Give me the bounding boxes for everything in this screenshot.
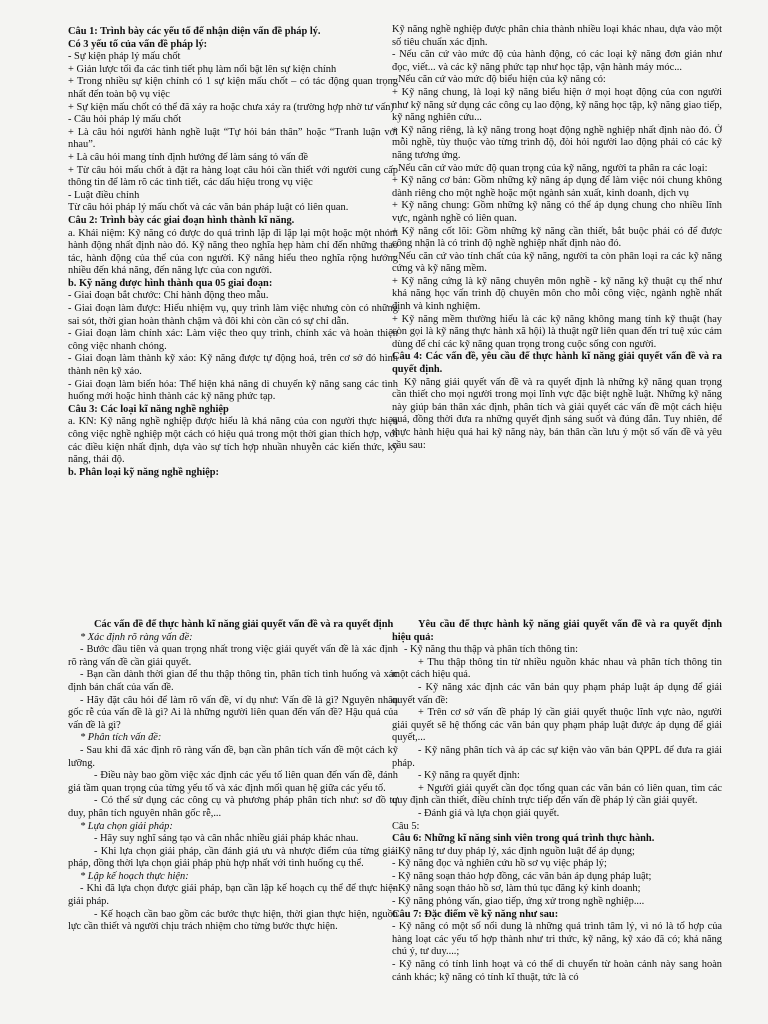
paragraph: Từ câu hỏi pháp lý mấu chốt và các văn bản pháp luật có liên quan. [68, 202, 349, 214]
paragraph: Câu 4: Các vấn đề, yêu cầu để thực hành kĩ năng giải quyết vấn đề và ra quyết định. [392, 351, 722, 376]
paragraph: - Giai đoạn bắt chước: Chỉ hành động theo mẫu. [68, 290, 269, 302]
paragraph: Câu 2: Trình bày các giai đoạn hình thành kĩ năng. [68, 214, 295, 226]
paragraph: + Kỹ năng riêng, là kỹ năng trong hoạt động nghề nghiệp nhất định nào đó. Ở mỗi nghề, tùy thuộc vào từng trình độ, đòi hỏi người lao động phải có các kỹ năng tương ứng. [392, 124, 722, 161]
paragraph: - Kỹ năng đọc và nghiên cứu hồ sơ vụ việc pháp lý; [392, 858, 607, 870]
paragraph: Câu 5: [392, 820, 420, 832]
paragraph: * Lựa chọn giải pháp: [80, 820, 173, 832]
bottom-right-column [392, 619, 722, 1024]
paragraph: - Có thể sử dụng các công cụ và phương pháp phân tích như: sơ đồ tư duy, phân tích nguyên nhân gốc rễ,... [68, 795, 398, 819]
paragraph: a. KN: Kỹ năng nghề nghiệp được hiểu là khả năng của con người thực hiện công việc nghề nghiệp một cách có hiệu quả trong một thời gian thích hợp, với các điều kiện nhất định, dựa vào sự tích hợp nhuần nhuyễn các kiến thức, kỹ năng, thái độ. [68, 416, 398, 466]
paragraph: + Là câu hỏi người hành nghề luật “Tự hỏi bản thân” hoặc “Tranh luận với nhau”. [68, 126, 398, 151]
paragraph: Kỹ năng giải quyết vấn đề và ra quyết định là những kỹ năng quan trọng cần thiết cho mọi người trong mọi lĩnh vực đặc biệt nghề luật. Những kỹ năng này giúp bản thân xác định, phân tích và giải quyết các vấn đề một cách hiệu quả, đồng thời đưa ra những quyết định sáng suốt và đúng đắn. Tuy nhiên, để thực hành hiệu quả hai kỹ năng này, bản thân cần lưu ý một số vấn đề và yêu cầu sau: [392, 376, 722, 451]
paragraph: * Phân tích vấn đề: [80, 732, 162, 744]
paragraph: a. Khái niệm: Kỹ năng có được do quá trình lặp đi lặp lại một hoặc một nhóm hành động nhất định nào đó. Kỹ năng theo nghĩa hẹp hàm chỉ đến những thao tác, hành động của thể của con người. Kỹ năng hiểu theo nghĩa rộng hướng nhiều đến khả năng, đến năng lực của con người. [68, 227, 398, 277]
paragraph: + Là câu hỏi mang tính định hướng để làm sáng tỏ vấn đề [68, 151, 309, 163]
paragraph: + Người giải quyết cần đọc tổng quan các văn bản có liên quan, tìm các quy định cần thiết, điều chỉnh trực tiếp đến vấn đề pháp lý cần giải quyết. [392, 782, 722, 807]
top-right-column [392, 24, 722, 581]
paragraph: - Kỹ năng tư duy pháp lý, xác định nguồn luật để áp dụng; [392, 845, 635, 857]
paragraph: - Giai đoạn làm chính xác: Làm việc theo quy trình, chính xác và hoàn thiện công việc nhanh chóng. [68, 328, 398, 352]
paragraph: - Kỹ năng xác định các văn bản quy phạm pháp luật áp dụng để giải quyết vấn đề: [392, 681, 722, 706]
paragraph: Câu 3: Các loại kĩ năng nghề nghiệp [68, 403, 229, 415]
paragraph: Yêu cầu để thực hành kỹ năng giải quyết vấn đề và ra quyết định hiệu quả: [392, 619, 722, 643]
paragraph: - Nếu căn cứ vào mức độ của hành động, có các loại kỹ năng đơn giản như đọc, viết... và các kỹ năng phức tạp như học tập, vận hành máy móc... [392, 49, 722, 73]
paragraph: - Kỹ năng soạn thảo hồ sơ, làm thủ tục đăng ký kinh doanh; [392, 883, 641, 895]
paragraph: - Điều này bao gồm việc xác định các yếu tố liên quan đến vấn đề, đánh giá tầm quan trọng của từng yếu tố và xác định mối quan hệ giữa các yếu tố. [68, 770, 398, 794]
paragraph: Có 3 yếu tố của vấn đề pháp lý: [68, 38, 208, 50]
paragraph: b. Kỹ năng được hình thành qua 05 giai đoạn: [68, 277, 273, 289]
paragraph: - Kỹ năng có một số nổi dung là những quá trình tâm lý, vì nó là tổ hợp của hàng loạt các yếu tố hợp thành như tri thức, kỹ năng, kỹ xảo đã có; khả năng chú ý, tư duy....; [392, 921, 722, 958]
paragraph: - Giai đoạn làm được: Hiểu nhiệm vụ, quy trình làm việc nhưng còn có những sai sót, thời gian hoàn thành chậm và đôi khi còn cần có sự chỉ dẫn. [68, 303, 398, 327]
paragraph: Câu 1: Trình bày các yếu tố để nhận diện vấn đề pháp lý. [68, 26, 321, 37]
paragraph: - Câu hỏi pháp lý mấu chốt [68, 114, 182, 126]
paragraph: - Giai đoạn làm thành kỹ xảo: Kỹ năng được tự động hoá, trên cơ sở đó hình thành nên kỹ xảo. [68, 353, 398, 378]
paragraph: - Nếu căn cứ vào tính chất của kỹ năng, người ta còn phân loại ra các kỹ năng cứng và kỹ năng mềm. [392, 250, 722, 275]
paragraph: + Kỹ năng cứng là kỹ năng chuyên môn nghề - kỹ năng kỹ thuật cụ thể như khả năng học vấn trình độ chuyên môn cho mỗi công việc, ngành nghề nhất định và kinh nghiệm. [392, 275, 722, 313]
paragraph: - Sự kiện pháp lý mấu chốt [68, 51, 181, 63]
paragraph: + Giản lược tối đa các tình tiết phụ làm nổi bật lên sự kiện chính [68, 63, 337, 75]
paragraph: - Kỹ năng soạn thảo hợp đồng, các văn bản áp dụng pháp luật; [392, 870, 652, 882]
paragraph: - Kỹ năng ra quyết định: [418, 770, 520, 782]
paragraph: + Kỹ năng cơ bản: Gồm những kỹ năng áp dụng để làm việc nói chung không dành riêng cho một nghề hoặc một ngành sản xuất, kinh doanh, dịch vụ [392, 175, 722, 199]
paragraph: - Bạn cần dành thời gian để thu thập thông tin, phân tích tình huống và xác định bản chất của vấn đề. [68, 669, 398, 693]
paragraph: - Kỹ năng thu thập và phân tích thông tin: [404, 644, 579, 656]
paragraph: + Trong nhiều sự kiện chính có 1 sự kiện mấu chốt – có tác động quan trọng nhất đến toàn bộ vụ việc [68, 76, 398, 100]
paragraph: - Khi đã lựa chọn được giải pháp, bạn cần lập kế hoạch cụ thể để thực hiện giải pháp. [68, 883, 398, 908]
paragraph: + Kỹ năng chung: Gồm những kỹ năng có thể áp dụng chung cho nhiều lĩnh vực, ngành nghề có liên quan. [392, 200, 722, 224]
paragraph: + Trên cơ sở vấn đề pháp lý cần giải quyết thuộc lĩnh vực nào, người giải quyết sẽ hệ thống các văn bản quy phạm pháp luật được áp dụng để giải quyết,... [392, 707, 722, 744]
paragraph: - Kỹ năng có tính linh hoạt và có thể di chuyển từ hoàn cảnh này sang hoàn cảnh khác; kỹ năng có tính kĩ thuật, tức là có [392, 959, 722, 983]
paragraph: - Sau khi đã xác định rõ ràng vấn đề, bạn cần phân tích vấn đề một cách kỹ lưỡng. [68, 744, 398, 769]
paragraph: - Giai đoạn làm biến hóa: Thể hiện khả năng di chuyển kỹ năng sang các tình huống mới hoặc hình thành các kỹ năng phức tạp. [68, 378, 398, 403]
paragraph: - Nếu căn cứ vào mức độ biểu hiện của kỹ năng có: [392, 74, 606, 86]
paragraph: - Bước đầu tiên và quan trọng nhất trong việc giải quyết vấn đề là xác định rõ ràng vấn đề cần giải quyết. [68, 644, 398, 668]
paragraph: Câu 7: Đặc điểm về kỹ năng như sau: [392, 908, 559, 920]
bottom-left-column [68, 619, 398, 1024]
paragraph: - Hãy đặt câu hỏi để làm rõ vấn đề, ví dụ như: Vấn đề là gì? Nguyên nhân gốc rễ của vấn đề là gì? Ai là những người liên quan đến vấn đề? Hậu quả của vấn đề là gì? [68, 694, 398, 731]
paragraph: Kỹ năng nghề nghiệp được phân chia thành nhiều loại khác nhau, dựa vào một số tiêu chuẩn xác định. [392, 24, 722, 48]
paragraph: * Lập kế hoạch thực hiện: [80, 870, 189, 882]
paragraph: - Kỹ năng phân tích và áp các sự kiện vào văn bản QPPL để đưa ra giải pháp. [392, 744, 722, 769]
paragraph: + Sự kiện mấu chốt có thể đã xảy ra hoặc chưa xảy ra (trường hợp nhờ tư vấn) [68, 101, 394, 113]
paragraph: Các vấn đề để thực hành kĩ năng giải quyết vấn đề và ra quyết định [94, 619, 394, 630]
paragraph: + Thu thập thông tin từ nhiều nguồn khác nhau và phân tích thông tin một cách hiệu quả. [392, 656, 722, 681]
paragraph: + Kỹ năng cốt lõi: Gồm những kỹ năng cần thiết, bắt buộc phải có để được công nhận là có trình độ nghề nghiệp nhất định nào đó. [392, 225, 722, 250]
paragraph: b. Phân loại kỹ năng nghề nghiệp: [68, 466, 220, 478]
paragraph: - Kỹ năng phỏng vấn, giao tiếp, ứng xử trong nghề nghiệp.... [392, 896, 645, 908]
paragraph: + Kỹ năng chung, là loại kỹ năng biểu hiện ở mọi hoạt động của con người như kỹ năng sử dụng các công cụ lao động, kỹ năng học tập, kỹ năng giao tiếp, kỹ năng nghiên cứu... [392, 86, 722, 124]
paragraph: + Kỹ năng mềm thường hiểu là các kỹ năng không mang tính kỹ thuật (hay còn gọi là kỹ năng thực hành xã hội) là thuật ngữ liên quan đến trí tuệ xúc cảm dùng để chỉ các kỹ năng quan trọng trong cuộc sống con người. [392, 313, 722, 350]
paragraph: - Đánh giá và lựa chọn giải quyết. [418, 807, 560, 819]
paragraph: - Kế hoạch cần bao gồm các bước thực hiện, thời gian thực hiện, nguồn lực cần thiết và người chịu trách nhiệm cho từng bước thực hiện. [68, 908, 398, 933]
paragraph: - Luật điều chỉnh [68, 189, 140, 201]
top-left-column [68, 26, 398, 581]
paragraph: - Hãy suy nghĩ sáng tạo và cân nhắc nhiều giải pháp khác nhau. [94, 833, 359, 845]
paragraph: - Khi lựa chọn giải pháp, cần đánh giá ưu và nhược điểm của từng giải pháp, đồng thời lựa chọn giải pháp phù hợp nhất với tình huống cụ thể. [68, 845, 398, 870]
paragraph: - Nếu căn cứ vào mức độ quan trọng của kỹ năng, người ta phân ra các loại: [392, 162, 708, 174]
paragraph: + Từ câu hỏi mấu chốt à đặt ra hàng loạt câu hỏi cần thiết với người cung cấp thông tin để làm rõ các tình tiết, các dấu hiệu trong vụ việc [68, 164, 398, 189]
paragraph: * Xác định rõ ràng vấn đề: [80, 631, 193, 643]
paragraph: Câu 6: Những kĩ năng sinh viên trong quá trình thực hành. [392, 833, 655, 845]
